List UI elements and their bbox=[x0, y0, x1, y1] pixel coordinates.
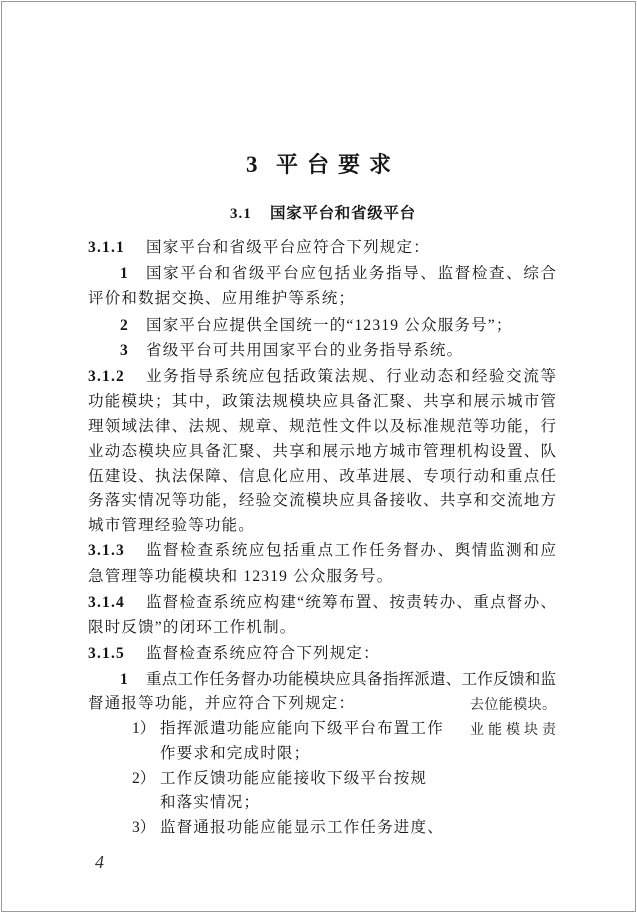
clause-number: 3.1.2 bbox=[88, 368, 125, 385]
clause-number: 3.1.5 bbox=[88, 645, 125, 662]
item-text-line: 国家平台和省级平台应包括业务指导、监督检查、综合 bbox=[146, 265, 556, 282]
overlay-line: 去位能模块。 bbox=[470, 698, 556, 713]
subitem-number: 3） bbox=[132, 819, 156, 836]
clause-text-line: 业务指导系统应包括政策法规、行业动态和经验交流等 bbox=[146, 368, 556, 385]
item-number: 1 bbox=[120, 265, 129, 282]
item-number: 3 bbox=[120, 342, 129, 359]
chapter-number: 3 bbox=[246, 152, 258, 177]
clause-number: 3.1.3 bbox=[88, 542, 125, 559]
subitem-text-line: 监督通报功能应能显示工作任务进度、 bbox=[160, 819, 444, 836]
clause-text-line: 业动态模块应具备汇聚、共享和展示地方城市管理机构设置、队 bbox=[88, 443, 556, 460]
subitem-text-line: 工作反馈功能应能接收下级平台按规 bbox=[160, 770, 428, 787]
clause-text-line: 监督检查系统应符合下列规定： bbox=[146, 645, 380, 662]
clause-text-line: 限时反馈”的闭环工作机制。 bbox=[88, 619, 297, 636]
item-text-line: 评价和数据交换、应用维护等系统； bbox=[88, 290, 356, 307]
clause-text-line: 急管理等功能模块和 12319 公众服务号。 bbox=[88, 568, 394, 585]
subitem-text-line: 指挥派遣功能应能向下级平台布置工作 bbox=[160, 720, 444, 737]
item-number: 2 bbox=[120, 317, 129, 334]
clause-text-line: 城市管理经验等功能。 bbox=[88, 517, 256, 534]
clause-text-line: 伍建设、执法保障、信息化应用、改革进展、专项行动和重点任 bbox=[88, 468, 556, 485]
item-number: 1 bbox=[120, 671, 129, 688]
subitem-text-line: 作要求和完成时限； bbox=[160, 745, 311, 762]
clause-text-line: 监督检查系统应包括重点工作任务督办、舆情监测和应 bbox=[146, 542, 556, 559]
page-number: 4 bbox=[95, 852, 104, 872]
chapter-title: 平台要求 bbox=[276, 152, 401, 177]
clause-text-line: 国家平台和省级平台应符合下列规定： bbox=[146, 239, 430, 256]
clause-number: 3.1.4 bbox=[88, 594, 125, 611]
clause-text-line: 务落实情况等功能，经验交流模块应具备接收、共享和交流地方 bbox=[88, 492, 556, 509]
item-text-line: 省级平台可共用国家平台的业务指导系统。 bbox=[146, 342, 464, 359]
item-text-line: 国家平台应提供全国统一的“12319 公众服务号”； bbox=[146, 317, 513, 334]
clause-number: 3.1.1 bbox=[88, 239, 125, 256]
section-number: 3.1 bbox=[230, 206, 252, 222]
clause-text-line: 功能模块；其中，政策法规模块应具备汇聚、共享和展示城市管 bbox=[88, 393, 556, 410]
subitem-number: 2） bbox=[132, 770, 156, 787]
clause-text-line: 监督检查系统应构建“统筹布置、按责转办、重点督办、 bbox=[146, 594, 556, 611]
subitem-number: 1） bbox=[132, 720, 156, 737]
overlapping-text-fragment bbox=[470, 693, 556, 745]
section-title: 国家平台和省级平台 bbox=[270, 205, 416, 222]
item-text-line: 督通报等功能，并应符合下列规定： bbox=[88, 695, 356, 712]
subitem-text-line: 和落实情况； bbox=[160, 794, 261, 811]
clause-text-line: 理领域法律、法规、规章、规范性文件以及标准规范等功能，行 bbox=[88, 418, 556, 435]
item-text-line: 重点工作任务督办功能模块应具备指挥派遣、工作反馈和监 bbox=[146, 671, 556, 688]
overlay-line: 业能模块责 bbox=[470, 723, 556, 738]
